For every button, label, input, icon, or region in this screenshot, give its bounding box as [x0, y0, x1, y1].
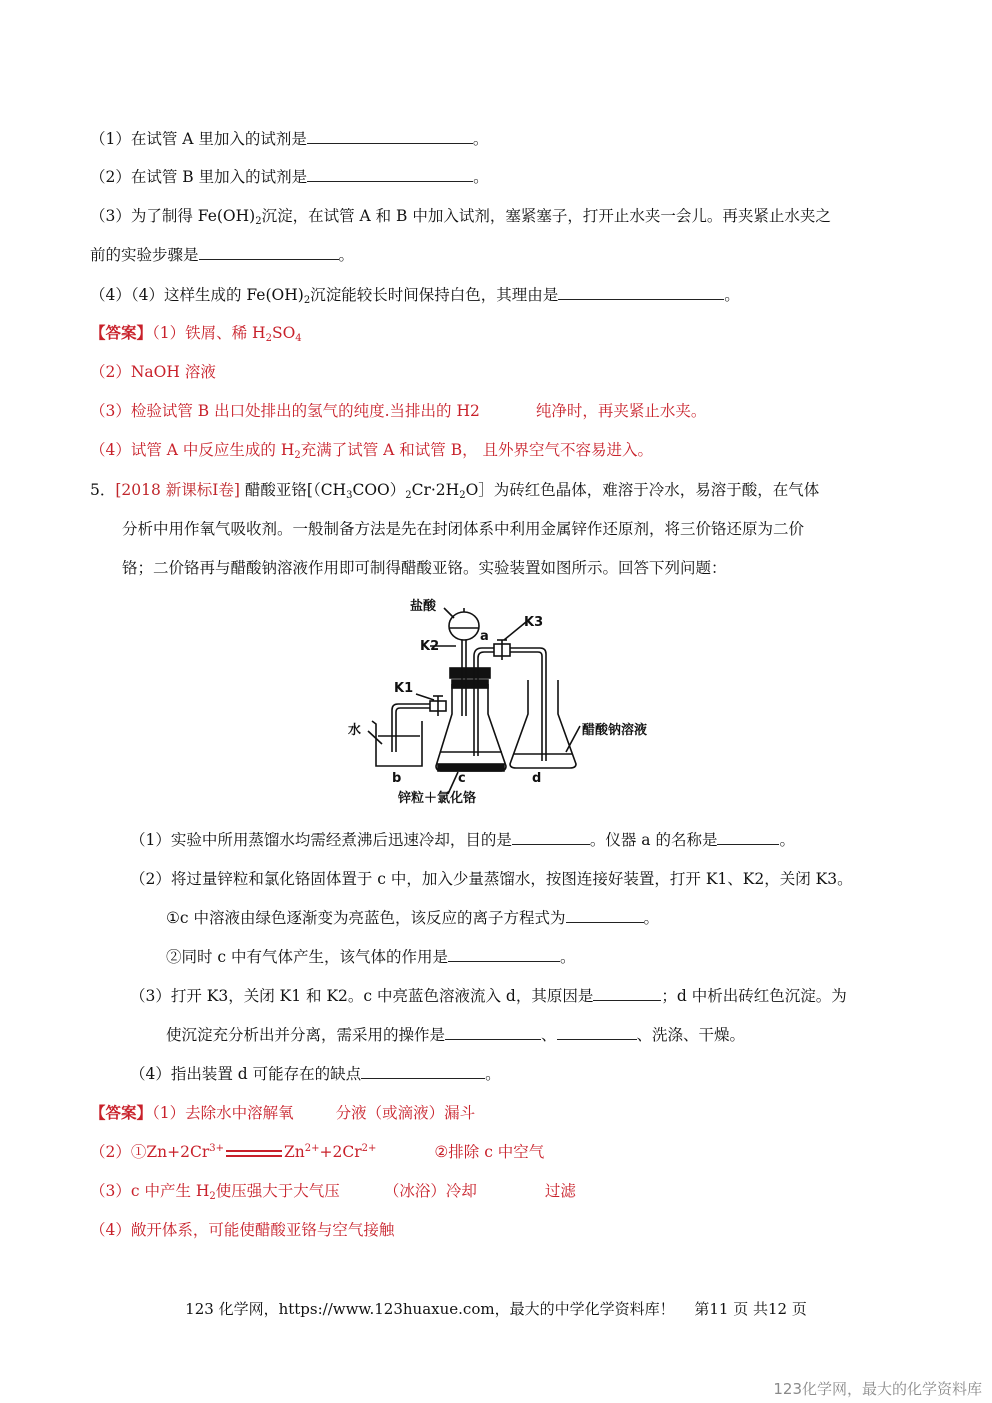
answer-blank — [593, 986, 661, 1001]
zinc-solid — [438, 764, 504, 771]
question-source: [2018 新课标Ⅰ卷] — [115, 481, 240, 499]
answer-blank — [361, 1064, 485, 1079]
answer-blank — [717, 830, 779, 845]
answer-1: 【答案】（1）铁屑、稀 $H_2SO_4$ — [90, 323, 302, 344]
label-d: d — [532, 771, 542, 786]
separatory-funnel-a — [449, 612, 479, 640]
answer-blank — [512, 830, 590, 845]
tube-k1 — [392, 704, 435, 752]
question-part-4: （4）（4）这样生成的 $Fe(OH)_2$沉淀能较长时间保持白色，其理由是 。 — [90, 286, 740, 306]
answer5-3: （3）c 中产生 $H_2$使压强大于大气压 （冰浴）冷却 过滤 — [90, 1182, 576, 1202]
label-a: a — [480, 629, 489, 644]
label-k2: K2 — [420, 639, 440, 654]
flask-c — [436, 684, 506, 771]
watermark: 123化学网，最大的化学资料库 — [773, 1380, 982, 1398]
question-part-1: （1）在试管 A 里加入的试剂是 。 — [90, 130, 489, 148]
tube-k3 — [474, 648, 546, 761]
question-5-stem-3: 铬；二价铬再与醋酸钠溶液作用即可制得醋酸亚铬。实验装置如图所示。回答下列问题： — [122, 559, 727, 577]
sub-question-2-1: ①c 中溶液由绿色逐渐变为亮蓝色，该反应的离子方程式为 。 — [166, 909, 660, 927]
sub-question-1: （1）实验中所用蒸馏水均需经煮沸后迅速冷却，目的是 。仪器 a 的名称是 。 — [130, 831, 795, 849]
sub-question-2: （2）将过量锌粒和氯化铬固体置于 c 中，加入少量蒸馏水，按图连接好装置，打开 K1、K2，关闭 K3。 — [130, 870, 853, 888]
answer-3: （3）检验试管 B 出口处排出的氢气的纯度.当排出的 H2 纯净时，再夹紧止水夹。 — [90, 402, 707, 420]
question-part-3-cont: 前的实验步骤是 。 — [90, 246, 355, 264]
label-sodium-acetate: 醋酸钠溶液 — [582, 723, 648, 738]
label-k3: K3 — [524, 615, 544, 630]
question-5-stem-2: 分析中用作氧气吸收剂。一般制备方法是先在封闭体系中利用金属锌作还原剂，将三价铬还原为二价 — [122, 520, 805, 538]
answer-blank — [307, 129, 473, 144]
label-hcl: 盐酸 — [410, 599, 437, 614]
answer-label: 【答案】 — [90, 323, 153, 342]
answer-blank — [307, 167, 473, 182]
answer-label: 【答案】 — [90, 1103, 153, 1122]
answer-2: （2）NaOH 溶液 — [90, 363, 216, 381]
beaker-b — [372, 721, 422, 766]
sub-question-4: （4）指出装置 d 可能存在的缺点 。 — [130, 1065, 501, 1083]
question-number: 5． — [90, 481, 116, 499]
page-footer: 123 化学网，https://www.123huaxue.com，最大的中学化学资料库！ 第11 页 共12 页 — [185, 1300, 807, 1318]
answer5-4: （4）敞开体系，可能使醋酸亚铬与空气接触 — [90, 1221, 395, 1239]
sub-question-3-cont: 使沉淀充分析出并分离，需采用的操作是 、 、洗涤、干燥。 — [166, 1026, 746, 1044]
answer-blank — [566, 908, 644, 923]
equals-sign — [226, 1150, 282, 1157]
answer5-2: $(2)①Zn+2Cr^{3+}$ $Zn^{2+}+2Cr^{2+}$ ②排除 c 中空气 — [90, 1143, 545, 1161]
answer-4: （4）试管 A 中反应生成的 $H_2$充满了试管 A 和试管 B， 且外界空气不容易进入。 — [90, 441, 654, 461]
answer-blank — [199, 245, 339, 260]
answer-blank — [445, 1025, 541, 1040]
label-c: c — [458, 771, 466, 786]
label-b: b — [392, 771, 402, 786]
sub-question-3: （3）打开 K3，关闭 K1 和 K2。c 中亮蓝色溶液流入 d，其原因是 ；d 中析出砖红色沉淀。为 — [130, 987, 847, 1005]
label-k1: K1 — [394, 681, 414, 696]
answer-blank — [557, 1025, 637, 1040]
question-part-3: （3）为了制得 $Fe(OH)_2$沉淀，在试管 A 和 B 中加入试剂，塞紧塞子，打开止水夹一会儿。再夹紧止水夹之 — [90, 207, 831, 227]
question-5-stem: 5．[2018 新课标Ⅰ卷] 醋酸亚铬[$(CH_3COO)_2Cr\cdot 2H_2O]$为砖红色晶体，难溶于冷水，易溶于酸，在气体 — [90, 481, 820, 501]
apparatus-diagram — [340, 596, 670, 810]
sub-question-2-2: ②同时 c 中有气体产生，该气体的作用是 。 — [166, 948, 576, 966]
question-part-2: （2）在试管 B 里加入的试剂是 。 — [90, 168, 489, 186]
answer-blank — [558, 285, 724, 300]
answer-blank — [448, 947, 560, 962]
answer5-1: 【答案】（1）去除水中溶解氧 分液（或滴液）漏斗 — [90, 1103, 476, 1122]
label-water: 水 — [348, 723, 362, 738]
stopper — [450, 668, 490, 678]
label-zinc-chromium-chloride: 锌粒＋氯化铬 — [398, 791, 477, 806]
